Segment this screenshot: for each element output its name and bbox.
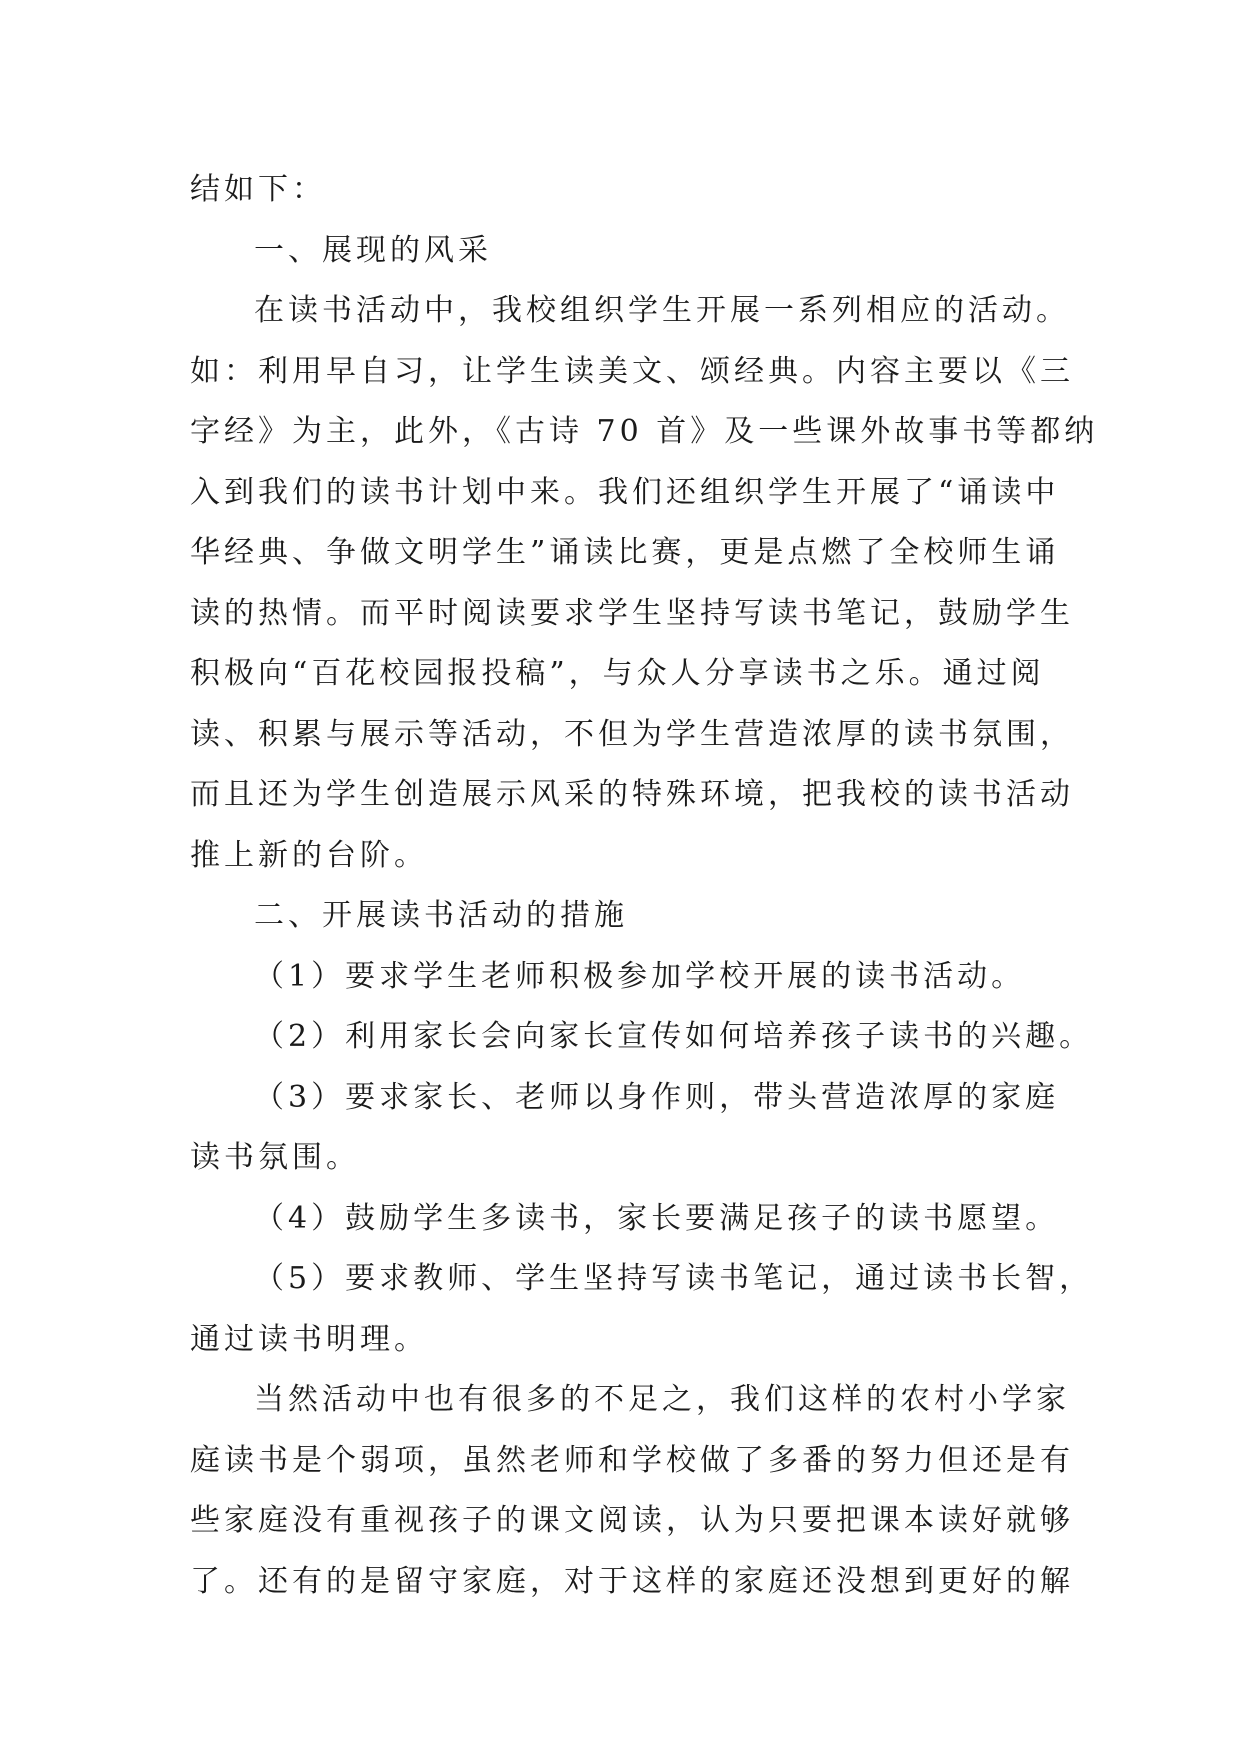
text-line: 读的热情。而平时阅读要求学生坚持写读书笔记，鼓励学生 xyxy=(190,595,1074,631)
text-line: 如：利用早自习，让学生读美文、颂经典。内容主要以《三 xyxy=(190,353,1074,389)
text-line: 读、积累与展示等活动，不但为学生营造浓厚的读书氛围， xyxy=(190,716,1074,752)
text-line: 结如下： xyxy=(190,172,326,207)
text-line: 庭读书是个弱项，虽然老师和学校做了多番的努力但还是有 xyxy=(190,1442,1074,1478)
section-heading: 二、开展读书活动的措施 xyxy=(254,898,628,933)
list-item: （1）要求学生老师积极参加学校开展的读书活动。 xyxy=(254,958,1026,994)
text-line: 华经典、争做文明学生”诵读比赛，更是点燃了全校师生诵 xyxy=(190,535,1060,570)
section-heading: 一、展现的风采 xyxy=(254,232,492,268)
text-line: 读书氛围。 xyxy=(190,1140,360,1175)
text-line: 入到我们的读书计划中来。我们还组织学生开展了“诵读中 xyxy=(190,474,1060,510)
list-item: （5）要求教师、学生坚持写读书笔记，通过读书长智， xyxy=(254,1261,1094,1296)
list-item: （2）利用家长会向家长宣传如何培养孩子读书的兴趣。 xyxy=(254,1019,1094,1054)
text-line: 些家庭没有重视孩子的课文阅读，认为只要把课本读好就够 xyxy=(190,1503,1074,1538)
text-line: 了。还有的是留守家庭，对于这样的家庭还没想到更好的解 xyxy=(190,1563,1074,1599)
text-line: 推上新的台阶。 xyxy=(190,837,428,873)
text-line: 积极向“百花校园报投稿”，与众人分享读书之乐。通过阅 xyxy=(190,656,1045,691)
text-line: 通过读书明理。 xyxy=(190,1321,428,1357)
document-body xyxy=(190,160,1099,1612)
list-item: （3）要求家长、老师以身作则，带头营造浓厚的家庭 xyxy=(254,1079,1060,1115)
text-line: 而且还为学生创造展示风采的特殊环境，把我校的读书活动 xyxy=(190,777,1074,812)
list-item: （4）鼓励学生多读书，家长要满足孩子的读书愿望。 xyxy=(254,1200,1060,1236)
text-line: 在读书活动中，我校组织学生开展一系列相应的活动。 xyxy=(254,293,1070,328)
text-line: 字经》为主，此外，《古诗 70 首》及一些课外故事书等都纳 xyxy=(190,414,1099,449)
text-line: 当然活动中也有很多的不足之，我们这样的农村小学家 xyxy=(254,1382,1070,1417)
